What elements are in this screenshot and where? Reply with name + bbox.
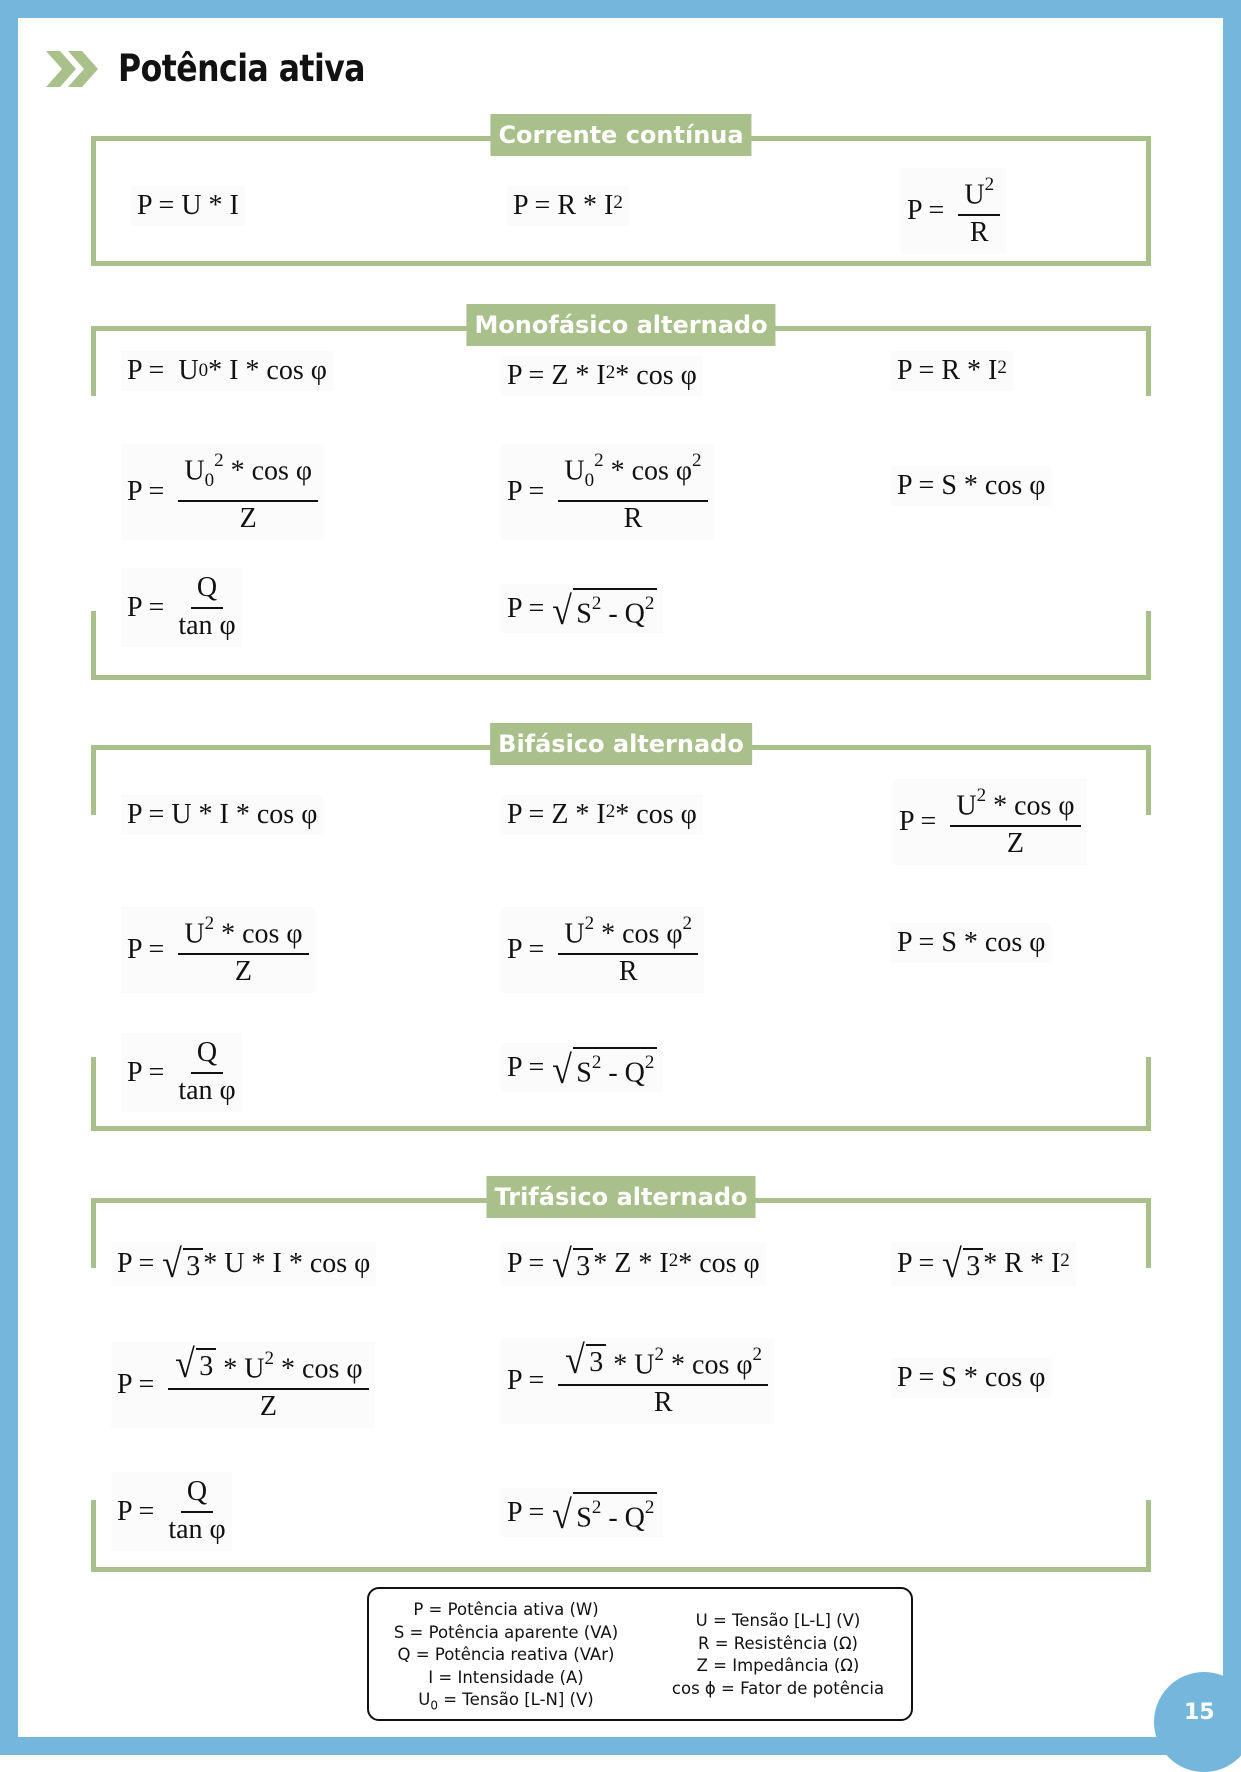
legend-item: cos ϕ = Fator de potência [671,1678,885,1698]
formula-tri-8 [501,1488,663,1537]
square-root: √ 3 [941,1246,983,1282]
legend-item [375,1689,637,1717]
double-chevron-icon [46,49,102,89]
fraction [958,172,1000,250]
formula-text: Z [239,502,257,534]
exponent: 2 [605,801,616,822]
formula-mono-7 [121,568,242,647]
formula-text: * cos φ [664,1349,753,1381]
fraction [178,911,308,989]
exponent: 2 [644,1052,655,1073]
formula-bi-7 [121,1033,242,1112]
fraction [178,1037,235,1108]
page-number: 15 [1184,1700,1215,1725]
formula-mono-6 [891,466,1051,506]
formula-text: U [184,918,205,950]
exponent: 2 [984,174,995,195]
legend-item: U = Tensão [L-L] (V) [695,1611,861,1630]
formula-text: S * cos φ [941,470,1046,501]
legend-right-column [649,1610,907,1700]
exponent: 2 [204,913,215,934]
formula-text: 3 [573,1248,593,1282]
formula-text: U [564,918,585,950]
fraction [558,448,707,536]
formula-text: * cos φ [223,455,313,487]
formula-text: U * I [181,190,239,221]
formula-tri-3 [891,1242,1076,1286]
formula-text: U * I * cos φ [171,799,318,830]
subscript: 0 [584,469,595,491]
formula-text: tan φ [168,1514,226,1545]
fraction [558,1337,768,1420]
formula-bi-1 [121,795,323,835]
section-mono [91,311,1151,680]
formula-text: S [576,1057,592,1089]
exponent: 2 [594,450,604,471]
border-gap [1143,815,1155,1057]
fraction [558,911,698,989]
legend-item: P = Potência ativa (W) [413,1600,599,1619]
page-header [46,44,365,94]
formula-text: * cos φ [603,455,693,487]
legend-item: I = Intensidade (A) [428,1667,584,1687]
formula-text: P = [137,190,175,221]
formula-text: Q [191,1037,223,1074]
formula-text: 3 [963,1248,983,1282]
formula-tri-7 [111,1472,232,1551]
square-root: √ 3 [161,1246,203,1282]
formula-text: tan φ [178,610,236,641]
formula-text: 3 [183,1248,203,1282]
exponent: 2 [997,357,1007,378]
exponent: 2 [264,1348,275,1369]
formula-text: Q [181,1476,213,1513]
exponent: 2 [1060,1250,1070,1271]
legend-item: R = Resistência (Ω) [697,1633,858,1653]
exponent: 2 [591,1052,602,1073]
exponent: 2 [591,1497,602,1518]
formula-mono-3 [891,351,1013,391]
page-number-badge [1154,1672,1241,1772]
fraction [168,1476,225,1547]
formula-text: P = [897,1362,935,1393]
formula-text: P = [127,355,165,386]
legend-text: = Tensão [L-N] (V) [437,1690,594,1709]
formula-text: S * cos φ [941,1362,1046,1393]
formula-dc-ri2 [507,186,629,226]
square-root: √ $S^2 - Q^2$ [551,1047,657,1088]
fraction [168,1341,368,1424]
formula-text: U [184,455,205,487]
formula-text: P = [127,799,165,830]
formula-text: U [956,790,977,822]
formula-mono-4 [121,444,324,540]
formula-text: Z * I [551,360,606,391]
formula-bi-5 [501,907,704,993]
formula-text: P = [507,799,545,830]
formula-text: * cos φ [986,790,1075,822]
legend-item: Z = Impedância (Ω) [696,1656,860,1675]
formula-text: - Q [601,1502,645,1534]
formula-text: Z [259,1391,277,1423]
formula-text: S * cos φ [941,927,1046,958]
formula-text: P = [507,1051,545,1083]
formula-text: P = [507,360,545,391]
formula-text: tan φ [178,1075,236,1106]
exponent: 2 [613,192,623,213]
section-dc [91,121,1151,266]
formula-text: R [618,956,638,988]
formula-text: P = [513,190,551,221]
formula-text: R [653,1387,673,1419]
formula-text: P = [507,934,545,966]
formula-text: * R * I [983,1248,1061,1279]
formula-text: Z [1006,828,1024,860]
formula-mono-5 [501,444,714,540]
section-bi [91,730,1151,1131]
formula-tri-4 [111,1342,375,1428]
formula-text: S [576,598,592,630]
formula-text: P = [507,475,545,507]
formula-text: P = [507,1365,545,1397]
square-root: √ 3 [174,1346,216,1382]
formula-text: U [964,179,985,211]
formula-text: P = [897,470,935,501]
formula-tri-2 [501,1242,766,1286]
formula-text: * U * I * cos φ [203,1248,371,1279]
subscript: 0 [198,360,209,381]
formula-text: R * I [557,190,614,221]
formula-text: P = [117,1369,155,1401]
legend-left-column [375,1599,637,1717]
formula-bi-6 [891,923,1051,963]
formula-text: R [623,502,643,534]
formula-text: P = [127,934,165,966]
exponent: 2 [752,1344,762,1365]
formula-text: U [178,355,199,386]
formula-text: S [576,1502,592,1534]
exponent: 2 [605,362,616,383]
border-gap [1143,396,1155,611]
formula-text: R [969,217,989,249]
formula-text: P = [117,1495,155,1527]
page-title: Potência ativa [118,47,366,91]
formula-tri-5 [501,1338,774,1424]
exponent: 2 [584,913,595,934]
fraction [950,783,1080,861]
formula-text: R * I [941,355,998,386]
formula-text: - Q [601,598,645,630]
formula-bi-4 [121,907,315,993]
exponent: 2 [668,1250,679,1271]
formula-text: * I * cos φ [208,355,327,386]
formula-text: * cos φ [274,1353,363,1385]
formula-text: * cos φ [615,799,697,830]
formula-mono-8 [501,584,663,633]
formula-text: * Z * I [593,1248,669,1279]
border-gap [87,815,99,1057]
exponent: 2 [692,450,702,471]
section-label: Corrente contínua [490,114,751,156]
exponent: 2 [976,785,987,806]
formula-text: Z [234,956,252,988]
border-gap [87,1268,99,1500]
formula-text: P = [127,1056,165,1088]
exponent: 2 [591,593,602,614]
formula-tri-1 [111,1242,376,1286]
exponent: 2 [214,450,224,471]
exponent: 2 [644,593,655,614]
formula-text: * U [606,1349,655,1381]
border-gap [1143,1268,1155,1500]
formula-text: * cos φ [678,1248,760,1279]
fraction [178,572,235,643]
formula-text: P = [907,195,945,227]
formula-text: * cos φ [214,918,303,950]
formula-text: * cos φ [594,918,683,950]
legend-text: U [418,1690,431,1709]
formula-text: 3 [196,1348,216,1382]
formula-text: P = [507,592,545,624]
formula-dc-u2r [901,168,1006,254]
formula-text: - Q [601,1057,645,1089]
section-label: Monofásico alternado [466,304,775,346]
section-tri [91,1183,1151,1572]
exponent: 2 [682,913,693,934]
formula-text: P = [897,927,935,958]
formula-text: P = [899,806,937,838]
border-gap [87,396,99,611]
legend-item: Q = Potência reativa (VAr) [397,1645,615,1664]
formula-text: P = [127,475,165,507]
exponent: 2 [654,1344,665,1365]
formula-text: P = [127,591,165,623]
formula-mono-1 [121,351,333,391]
formula-text: Q [191,572,223,609]
exponent: 2 [644,1497,655,1518]
formula-text: P = [507,1496,545,1528]
formula-text: * U [216,1353,265,1385]
formula-dc-ui [131,186,245,226]
fraction [178,448,318,536]
formula-text: 3 [586,1344,606,1378]
formula-text: U [564,455,585,487]
square-root: √ 3 [564,1342,606,1378]
square-root: √ 3 [551,1246,593,1282]
formula-text: P = [897,1248,935,1279]
square-root: √ $S^2 - Q^2$ [551,588,657,629]
formula-text: P = [117,1248,155,1279]
formula-tri-6 [891,1358,1051,1398]
formula-bi-2 [501,795,703,835]
square-root: √ $S^2 - Q^2$ [551,1492,657,1533]
section-label: Trifásico alternado [487,1176,756,1218]
formula-bi-8 [501,1043,663,1092]
subscript: 0 [204,469,215,491]
formula-mono-2 [501,356,703,396]
formula-text: Z * I [551,799,606,830]
formula-text: P = [507,1248,545,1279]
formula-text: P = [897,355,935,386]
formula-bi-3 [893,779,1087,865]
formula-text: * cos φ [615,360,697,391]
subscript: 0 [430,1698,438,1713]
section-label: Bifásico alternado [490,723,752,765]
legend-box [367,1587,913,1721]
legend-item: S = Potência aparente (VA) [393,1622,619,1642]
